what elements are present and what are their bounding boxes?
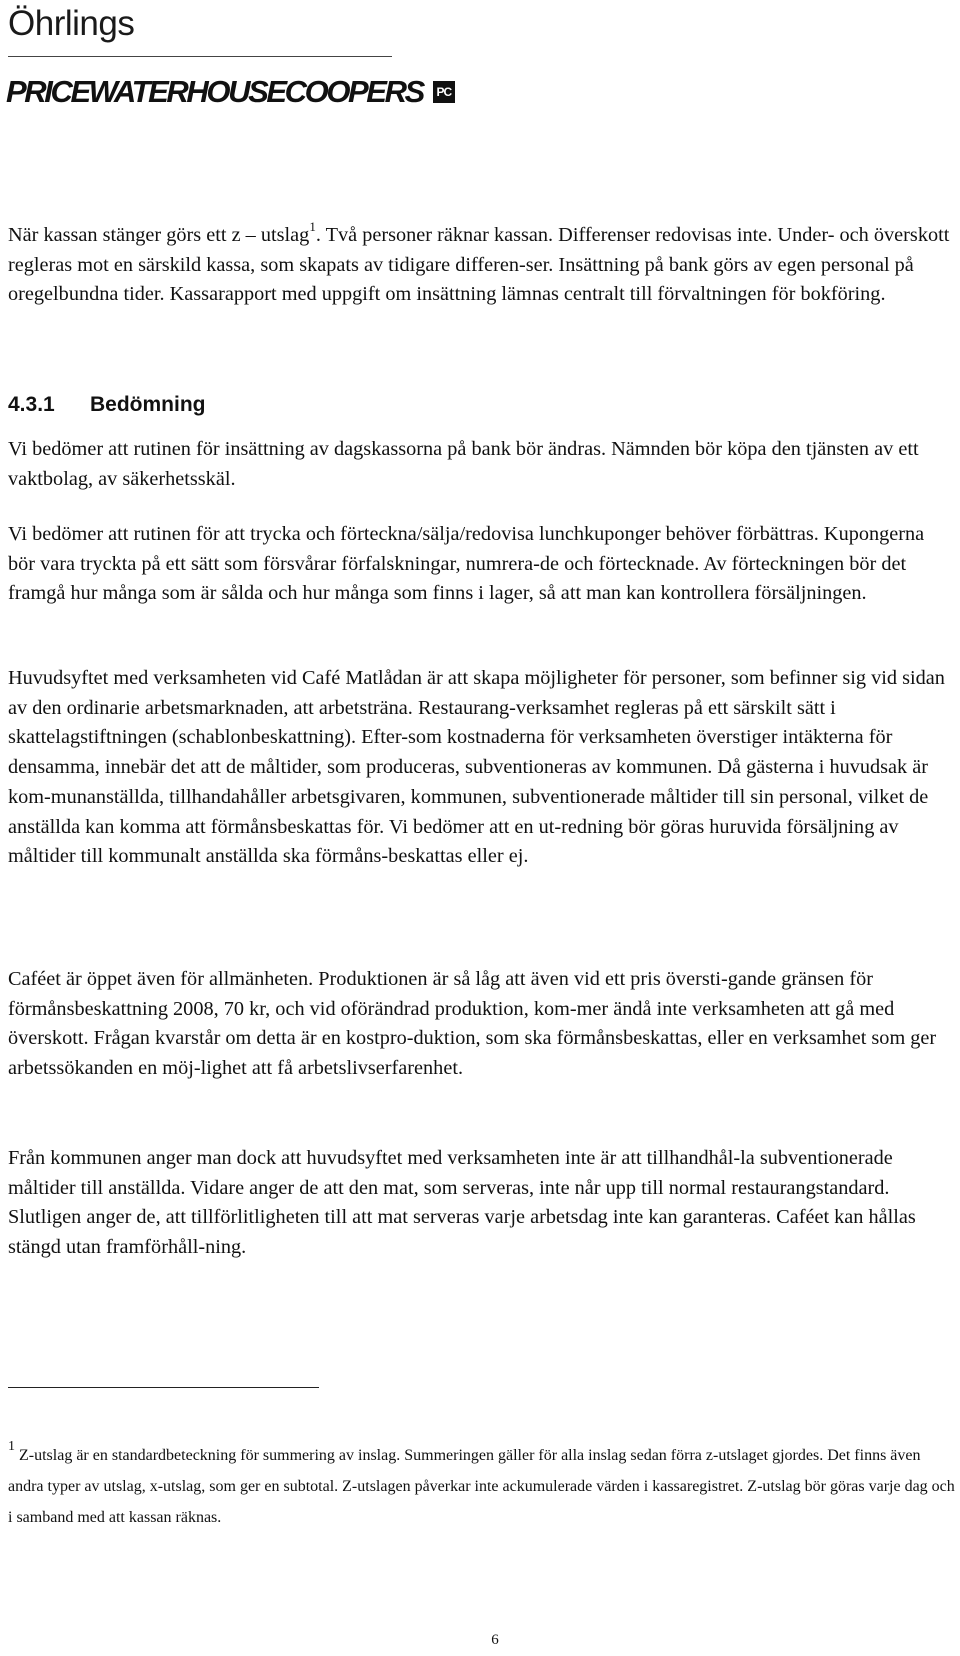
page-number: 6: [491, 1632, 499, 1648]
footnote-mark: 1: [8, 1438, 15, 1454]
logo-divider: [8, 56, 392, 57]
intro-paragraph: [8, 221, 950, 310]
paragraph-cafe-public: Caféet är öppet även för allmänheten. Produktionen är så låg att även vid ett pris översti-gande gränsen för förmånsbeskattning 2008, 70 kr, och vid oförändrad produktion, kom-mer ändå inte verksamheten att gå med överskott. Frågan kvarstår om detta är en kostpro-duktion, som ska förmånsbeskattas, eller en verksamhet som ger arbetssökanden en möj-lighet att få arbetslivserfarenhet.: [8, 968, 937, 1080]
section-title: Bedömning: [90, 393, 206, 416]
firm-logo: [6, 64, 455, 120]
footnote-text: Z-utslag är en standardbeteckning för summering av inslag. Summeringen gäller för alla inslag sedan förra z-utslaget gjordes. Det finns även andra typer av utslag, x-utslag, som ger en subtotal. Z-utslagen påverkar inte ackumulerade värden i kassaregistret. Z-utslag bör göras varje dag och i samband med att kassan räknas.: [8, 1447, 955, 1526]
brand-name: Öhrlings: [8, 4, 135, 43]
footnote: [8, 1440, 958, 1533]
paragraph-assessment-coupons: Vi bedömer att rutinen för att trycka och förteckna/sälja/redovisa lunchkuponger behöver förbättras. Kupongerna bör vara tryckta på ett sätt som försvårar förfalskningar, numrera-de och förtecknade. Av förteckningen bör det framgå hur många som är sålda och hur många som finns i lager, så att man kan kontrollera försäljningen.: [8, 523, 925, 605]
footnote-divider: [8, 1387, 319, 1388]
intro-text-end: . Två personer räknar kassan. Differenser redovisas inte. Under- och överskott regleras mot en särskild kassa, som skapats av tidigare differen-ser. Insättning på bank görs av egen personal på oregelbundna tider. Kassarapport med uppgift om insättning lämnas centralt till förvaltningen för bokföring.: [8, 224, 950, 306]
paragraph-assessment-deposit: Vi bedömer att rutinen för insättning av dagskassorna på bank bör ändras. Nämnden bör köpa den tjänsten av ett vaktbolag, av säkerhetsskäl.: [8, 438, 919, 490]
paragraph-cafe-purpose: Huvudsyftet med verksamheten vid Café Matlådan är att skapa möjligheter för personer, som befinner sig vid sidan av den ordinarie arbetsmarknaden, att arbetsträna. Restaurang-verksamhet regleras på ett särskilt sätt i skattelagstiftningen (schablonbeskattning). Efter-som kostnaderna för verksamheten överstiger intäkterna för densamma, innebär det att de måltider, som produceras, subventioneras av kommunen. Då gästerna i huvudsak är kom-munanställda, tillhandahåller arbetsgivaren, kommunen, subventionerade måltider till sin personal, vilket de anställda kan komma att förmånsbeskattas för. Vi bedömer att en ut-redning bör göras huruvida försäljning av måltider till kommunalt anställda ska förmåns-beskattas eller ej.: [8, 667, 945, 868]
footnote-reference: 1: [309, 219, 316, 235]
paragraph-municipality: Från kommunen anger man dock att huvudsyftet med verksamheten inte är att tillhandhål-la subventionerade måltider till anställda. Vidare anger de att den mat, som serveras, inte når upp till normal restaurangstandard. Slutligen anger de, att tillförlitligheten till att mat serveras varje arbetsdag inte kan garanteras. Caféet kan hållas stängd utan framförhåll-ning.: [8, 1147, 916, 1259]
section-number: 4.3.1: [8, 393, 55, 416]
section-heading: [8, 390, 206, 420]
intro-text-start: När kassan stänger görs ett z – utslag: [8, 224, 310, 246]
firm-name: PRICEWATERHOUSECOOPERS: [6, 74, 423, 109]
logo-mark-icon: PC: [433, 81, 455, 103]
